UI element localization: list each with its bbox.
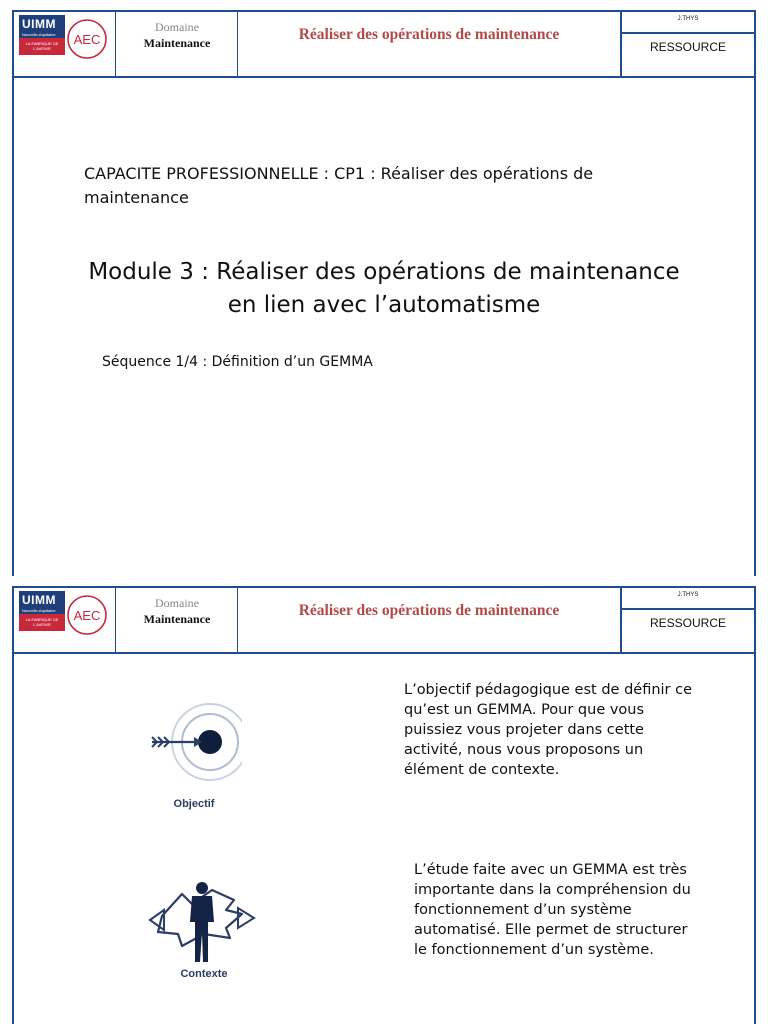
domain-value: Maintenance [143, 36, 211, 50]
document-page-1 [12, 10, 756, 576]
module-title-line-2: en lien avec l’automatisme [227, 292, 541, 318]
title-cell [238, 588, 622, 652]
domain-cell [116, 588, 238, 652]
logo-cell [14, 12, 116, 76]
aec-logo [66, 594, 108, 636]
uimm-logo: UIMM Nouvelle-Aquitaine LA FABRIQUE DE L'AVENIR [19, 15, 65, 55]
person-arrows-icon [142, 876, 262, 966]
meta-cell [622, 12, 754, 76]
objective-text: L’objectif pédagogique est de définir ce qu’est un GEMMA. Pour que vous puissiez vous projeter dans cette activité, nous vous proposons un élément de contexte. [404, 682, 693, 778]
module-title [54, 256, 714, 322]
author-label: J.THYS [622, 12, 754, 34]
uimm-logo: UIMM Nouvelle-Aquitaine LA FABRIQUE DE L'AVENIR [19, 591, 65, 631]
domain-value: Maintenance [143, 612, 211, 626]
domain-label: Domaine [155, 20, 199, 34]
aec-logo-text: AEC [73, 608, 101, 623]
page-header [14, 588, 754, 654]
context-text: L’étude faite avec un GEMMA est très importante dans la compréhension du fonctionnement d’un système automatisé. Elle permet de structurer le fonctionnement d’un système. [414, 862, 691, 958]
title-cell [238, 12, 622, 76]
target-arrow-icon [142, 698, 242, 788]
logo-cell [14, 588, 116, 652]
document-page-2 [12, 586, 756, 1024]
module-title-line-1: Module 3 : Réaliser des opérations de maintenance [88, 259, 680, 285]
aec-logo-text: AEC [73, 32, 101, 47]
header-title: Réaliser des opérations de maintenance [298, 26, 560, 43]
capacity-text: CAPACITE PROFESSIONNELLE : CP1 : Réaliser des opérations de maintenance [84, 164, 594, 207]
domain-label: Domaine [155, 596, 199, 610]
context-label: Contexte [180, 968, 228, 980]
aec-logo [66, 18, 108, 60]
author-label: J.THYS [622, 588, 754, 610]
document-type: RESSOURCE [649, 40, 726, 54]
meta-cell [622, 588, 754, 652]
header-title: Réaliser des opérations de maintenance [298, 602, 560, 619]
sequence-text: Séquence 1/4 : Définition d’un GEMMA [102, 354, 373, 370]
page-header [14, 12, 754, 78]
domain-cell [116, 12, 238, 76]
document-type: RESSOURCE [649, 616, 726, 630]
objective-label: Objectif [173, 798, 215, 810]
